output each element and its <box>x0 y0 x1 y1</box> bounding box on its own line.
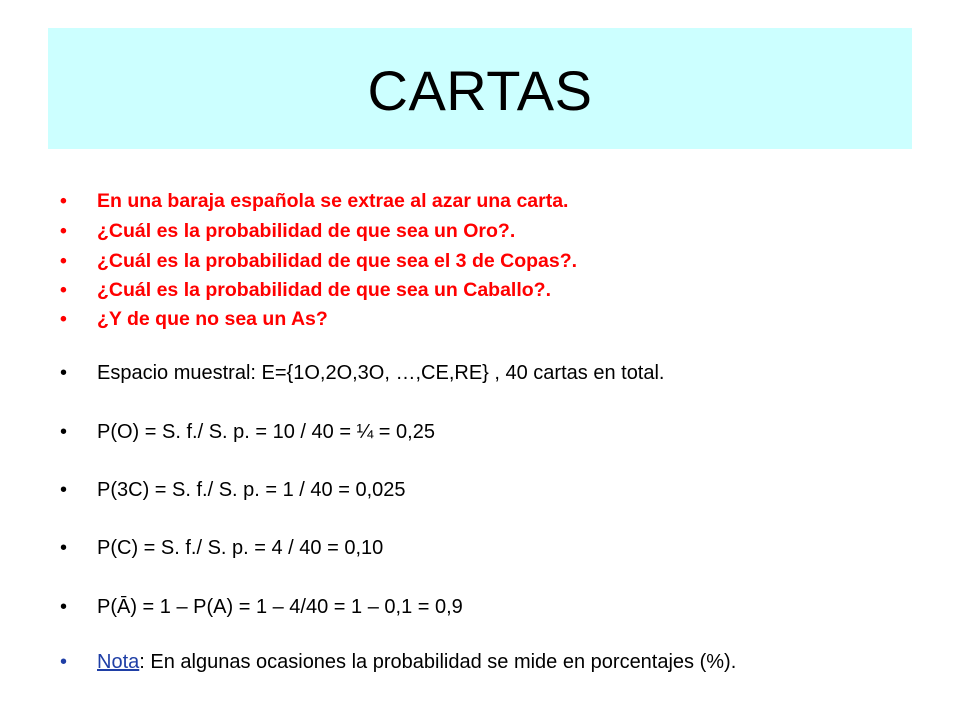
note-item <box>60 651 736 674</box>
probability-oro-text: P(O) = S. f./ S. p. = 10 / 40 = ¼ = 0,25 <box>97 421 435 443</box>
note-text: : En algunas ocasiones la probabilidad se mide en porcentajes (%). <box>139 651 737 673</box>
question-text: ¿Cuál es la probabilidad de que sea un Caballo?. <box>97 279 552 301</box>
question-text: ¿Cuál es la probabilidad de que sea un Oro?. <box>97 220 516 242</box>
question-item <box>60 279 551 302</box>
question-item <box>60 250 577 273</box>
bullet-icon: • <box>60 651 68 673</box>
probability-not-as-text: P(Ā) = 1 – P(A) = 1 – 4/40 = 1 – 0,1 = 0,9 <box>97 596 463 618</box>
bullet-icon: • <box>60 362 68 384</box>
bullet-icon: • <box>60 308 67 330</box>
slide-title: CARTAS <box>367 59 593 122</box>
answer-item <box>60 596 463 619</box>
question-item <box>60 190 568 213</box>
question-text: En una baraja española se extrae al azar una carta. <box>97 190 569 212</box>
probability-caballo-text: P(C) = S. f./ S. p. = 4 / 40 = 0,10 <box>97 537 384 559</box>
answer-item <box>60 537 383 560</box>
bullet-icon: • <box>60 279 67 301</box>
bullet-icon: • <box>60 537 68 559</box>
answer-item <box>60 479 406 502</box>
sample-space-text: Espacio muestral: E={1O,2O,3O, …,CE,RE} , 40 cartas en total. <box>97 362 665 384</box>
bullet-icon: • <box>60 220 67 242</box>
bullet-icon: • <box>60 479 68 501</box>
question-item <box>60 308 328 331</box>
bullet-icon: • <box>60 250 67 272</box>
probability-3-copas-text: P(3C) = S. f./ S. p. = 1 / 40 = 0,025 <box>97 479 406 501</box>
question-item <box>60 220 515 243</box>
question-text: ¿Cuál es la probabilidad de que sea el 3 de Copas?. <box>97 250 578 272</box>
title-band <box>48 28 912 149</box>
question-text: ¿Y de que no sea un As? <box>97 308 328 330</box>
note-label: Nota <box>97 651 140 673</box>
answer-item <box>60 362 665 385</box>
bullet-icon: • <box>60 190 67 212</box>
bullet-icon: • <box>60 421 68 443</box>
bullet-icon: • <box>60 596 68 618</box>
answer-item <box>60 421 435 444</box>
